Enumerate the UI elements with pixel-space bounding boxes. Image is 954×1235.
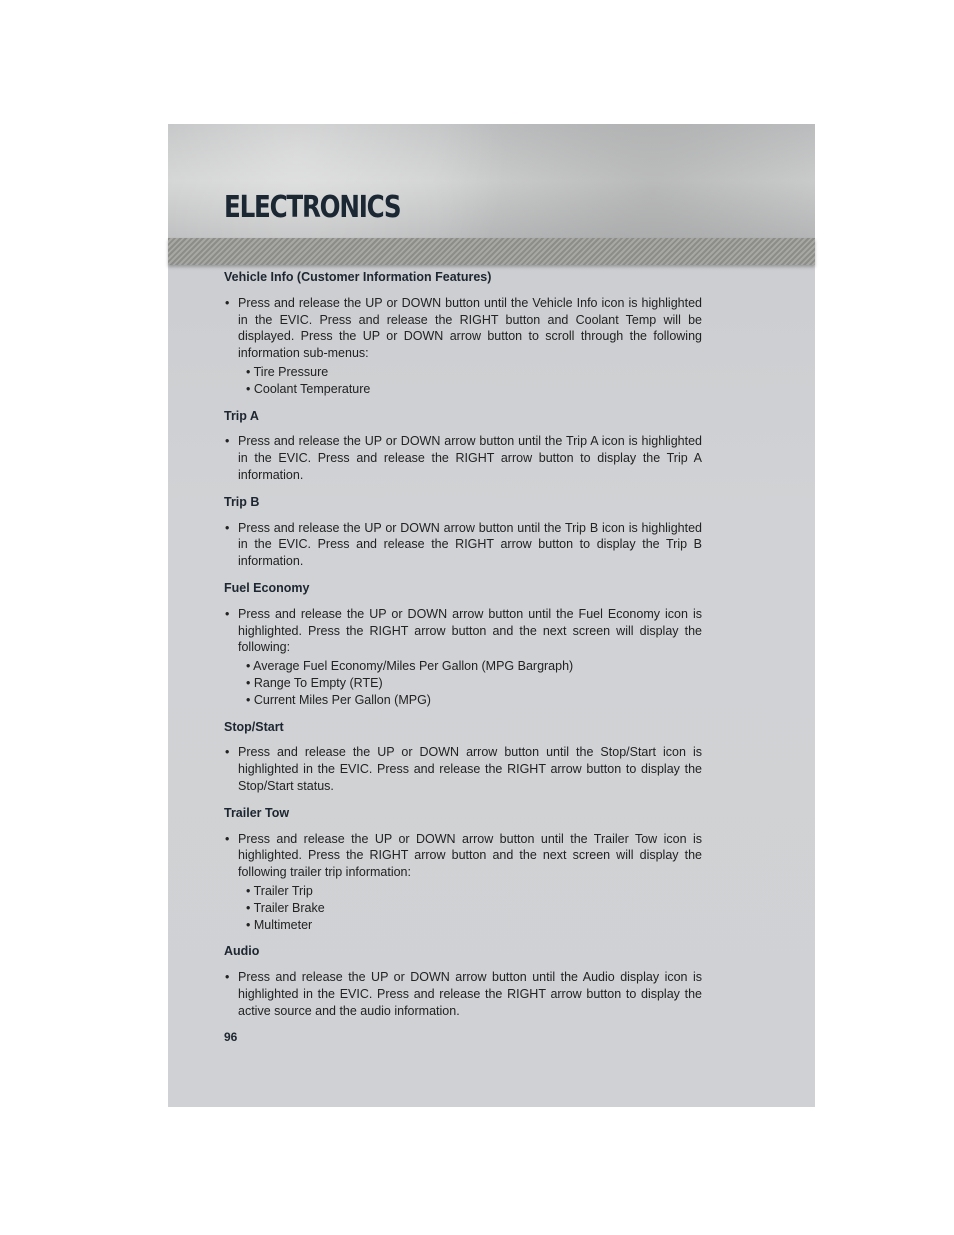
bullet-dot: • xyxy=(225,745,230,760)
section-trailer-tow xyxy=(224,805,702,934)
sub-item: • Current Miles Per Gallon (MPG) xyxy=(246,692,431,707)
bullet-paragraph xyxy=(224,831,702,881)
sub-item: • Trailer Brake xyxy=(246,900,325,915)
bullet-paragraph xyxy=(224,969,702,1019)
bullet-paragraph xyxy=(224,295,702,362)
bullet-text: Press and release the UP or DOWN arrow button until the Trailer Tow icon is highlighted. Press the RIGHT arrow button and the next screen will display the following trailer trip information: xyxy=(238,831,702,880)
section-trip-b xyxy=(224,494,702,570)
bullet-paragraph xyxy=(224,606,702,656)
bullet-dot: • xyxy=(225,520,230,535)
bullet-paragraph xyxy=(224,744,702,794)
sub-item: • Average Fuel Economy/Miles Per Gallon (MPG Bargraph) xyxy=(246,659,574,674)
section-heading: Audio xyxy=(224,944,260,959)
bullet-dot: • xyxy=(225,831,230,846)
bullet-text: Press and release the UP or DOWN arrow button until the Audio display icon is highlighted in the EVIC. Press and release the RIGHT arrow button to display the active source and the audio information. xyxy=(238,970,702,1018)
sub-item: • Range To Empty (RTE) xyxy=(246,675,383,690)
bullet-text: Press and release the UP or DOWN arrow button until the Trip A icon is highlighted in the EVIC. Press and release the RIGHT arrow button to display the Trip A information. xyxy=(238,434,702,482)
sub-item: • Multimeter xyxy=(246,917,313,932)
bullet-paragraph xyxy=(224,520,702,570)
bullet-text: Press and release the UP or DOWN button until the Vehicle Info icon is highlighted in the EVIC. Press and release the RIGHT button and Coolant Temp will be displayed. Press the UP or DOWN arrow button to scroll through the following information sub-menus: xyxy=(238,295,702,361)
page-title: ELECTRONICS xyxy=(224,190,401,225)
bullet-dot: • xyxy=(225,606,230,621)
section-heading: Fuel Economy xyxy=(224,580,310,595)
sub-item: • Trailer Trip xyxy=(246,883,313,898)
bullet-dot: • xyxy=(225,970,230,985)
bullet-text: Press and release the UP or DOWN arrow button until the Stop/Start icon is highlighted in the EVIC. Press and release the RIGHT arrow button to display the Stop/Start status. xyxy=(238,745,702,793)
section-heading: Trailer Tow xyxy=(224,805,290,820)
header-stripe-divider xyxy=(168,238,815,265)
manual-page xyxy=(168,124,815,1107)
bullet-paragraph xyxy=(224,433,702,483)
section-trip-a xyxy=(224,408,702,484)
sub-item: • Tire Pressure xyxy=(246,364,329,379)
sub-item: • Coolant Temperature xyxy=(246,381,371,396)
bullet-dot: • xyxy=(225,295,230,310)
bullet-text: Press and release the UP or DOWN arrow button until the Trip B icon is highlighted in the EVIC. Press and release the RIGHT arrow button to display the Trip B information. xyxy=(238,520,702,569)
page-content xyxy=(224,269,702,1029)
section-fuel-economy xyxy=(224,580,702,709)
page-header xyxy=(168,124,815,238)
bullet-text: Press and release the UP or DOWN arrow button until the Fuel Economy icon is highlighted. Press the RIGHT arrow button and the next screen will display the following: xyxy=(238,606,702,655)
page-number: 96 xyxy=(224,1030,238,1044)
section-audio xyxy=(224,943,702,1019)
section-heading: Stop/Start xyxy=(224,719,284,734)
section-heading: Vehicle Info (Customer Information Features) xyxy=(224,270,492,284)
section-heading: Trip A xyxy=(224,408,259,423)
section-stop-start xyxy=(224,719,702,795)
section-heading: Trip B xyxy=(224,494,260,509)
section-vehicle-info xyxy=(224,269,702,398)
bullet-dot: • xyxy=(225,434,230,449)
